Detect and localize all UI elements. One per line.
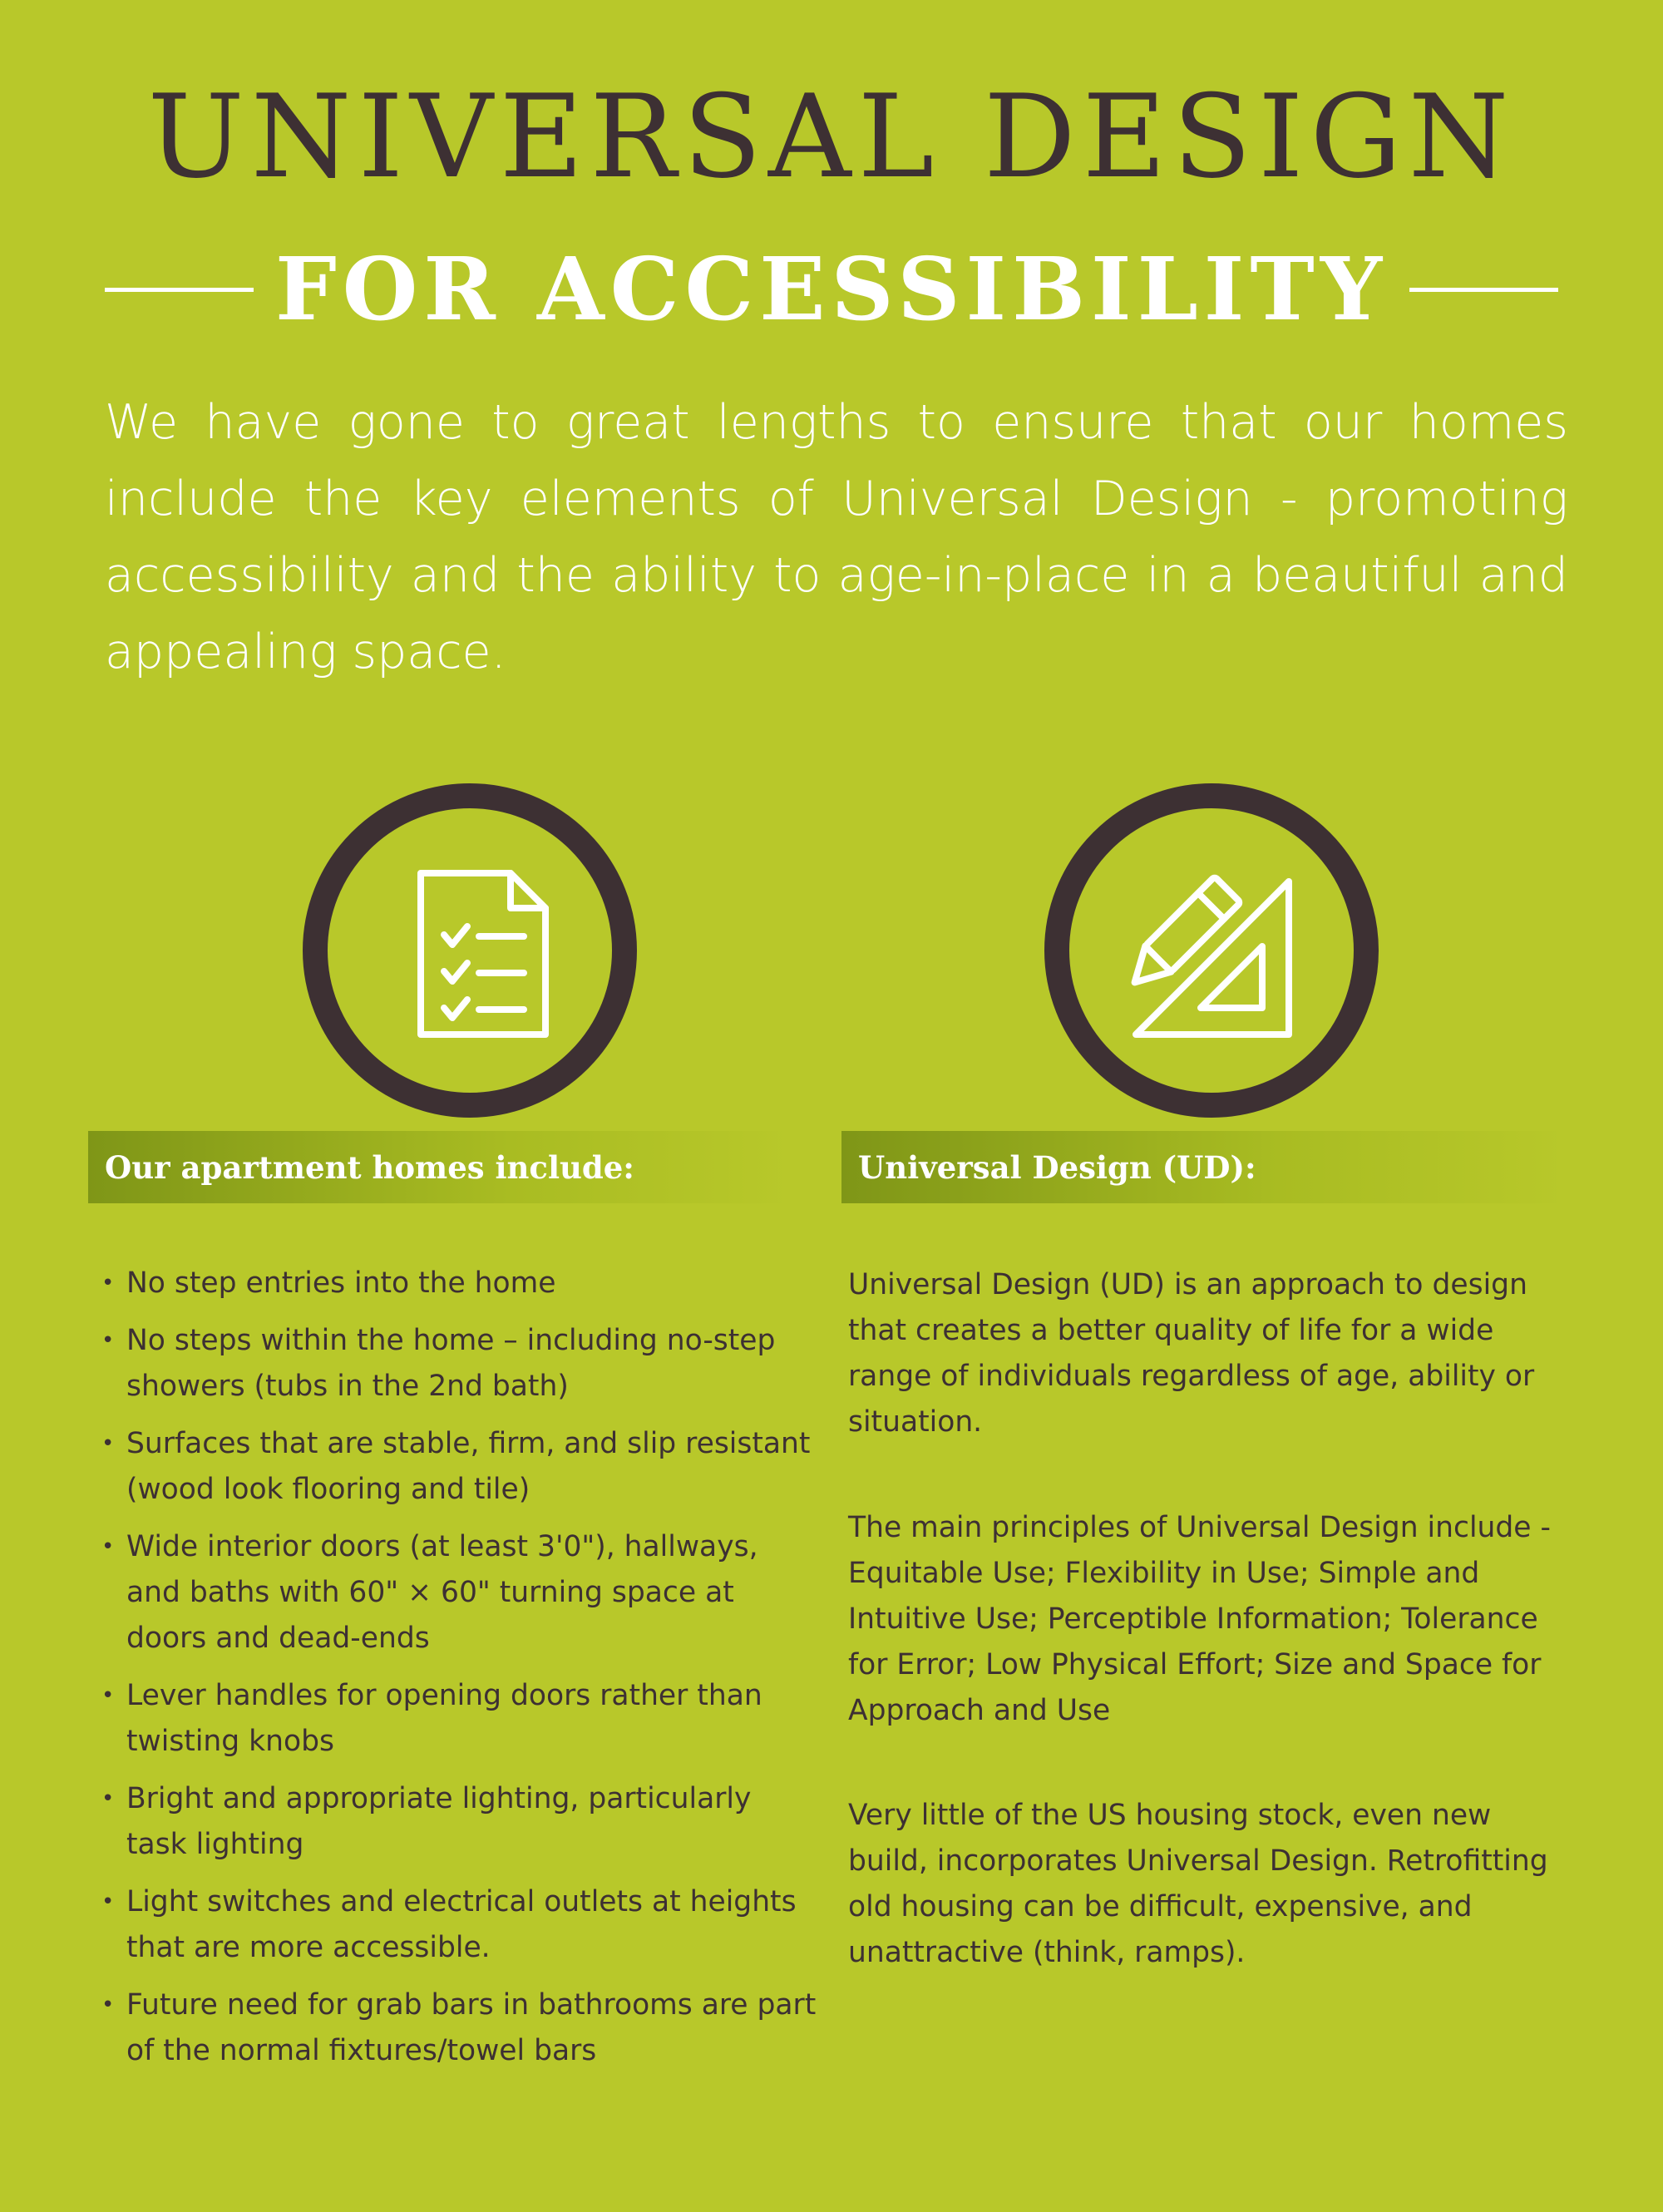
right-column-header <box>841 1131 1568 1203</box>
list-item: • Surfaces that are stable, firm, and slip resistant (wood look flooring and tile) <box>101 1421 817 1513</box>
list-item: • No steps within the home – including no-step showers (tubs in the 2nd bath) <box>101 1318 817 1410</box>
subtitle-left-rule <box>105 288 254 292</box>
list-item: • Light switches and electrical outlets at heights that are more accessible. <box>101 1879 817 1971</box>
list-item: • Future need for grab bars in bathrooms are part of the normal fixtures/towel bars <box>101 1982 817 2074</box>
left-column-header-text: Our apartment homes include: <box>105 1148 634 1186</box>
intro-paragraph: We have gone to great lengths to ensure that our homes include the key elements of Universal Design - promoting accessibility and the ability to age-in-place in a beautiful and appealing space. <box>105 395 1568 679</box>
ud-definition-paragraph: Universal Design (UD) is an approach to design that creates a better quality of life for a wide range of individuals regardless of age, ability or situation. <box>848 1268 1535 1439</box>
subtitle-row <box>105 231 1558 348</box>
list-item: • Bright and appropriate lighting, particularly task lighting <box>101 1776 817 1868</box>
ud-housing-paragraph: Very little of the US housing stock, even new build, incorporates Universal Design. Retrofitting old housing can be difficult, expensive, and unattractive (think, ramps). <box>848 1799 1548 1969</box>
page-title: UNIVERSAL DESIGN <box>147 70 1516 204</box>
features-list <box>101 1261 817 2086</box>
pencil-triangle-ruler-icon <box>1044 783 1379 1118</box>
checklist-document-icon <box>303 783 637 1118</box>
right-column-header-text: Universal Design (UD): <box>858 1148 1256 1186</box>
page-subtitle: FOR ACCESSIBILITY <box>274 238 1389 340</box>
list-item: • No step entries into the home <box>101 1261 817 1306</box>
list-item: • Lever handles for opening doors rather than twisting knobs <box>101 1673 817 1765</box>
subtitle-right-rule <box>1409 288 1558 292</box>
left-column-header <box>88 1131 792 1203</box>
list-item: • Wide interior doors (at least 3'0"), hallways, and baths with 60" × 60" turning space at doors and dead-ends <box>101 1524 817 1661</box>
ud-principles-paragraph: The main principles of Universal Design include - Equitable Use; Flexibility in Use; Simple and Intuitive Use; Perceptible Information; Tolerance for Error; Low Physical Effort; Size and Space for Approach and Use <box>848 1511 1551 1727</box>
